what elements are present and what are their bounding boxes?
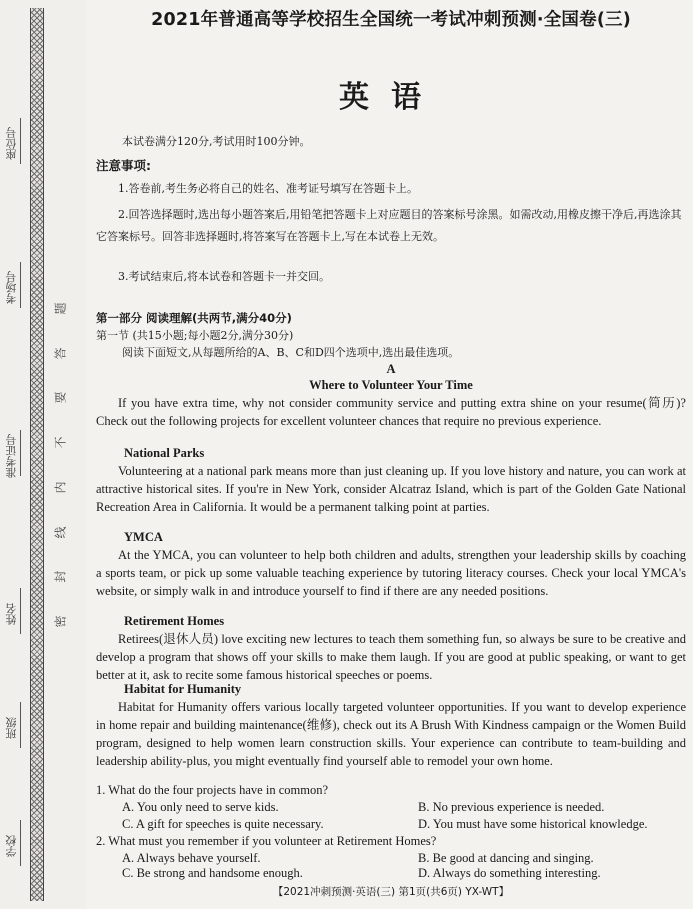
notice-heading: 注意事项: bbox=[96, 158, 151, 173]
passage-intro: If you have extra time, why not consider community service and putting extra shine on your resume(简历)? Check out the following projects for excellent volunteer chances that require no previous experience. bbox=[96, 396, 686, 428]
seal-line-notice bbox=[50, 300, 70, 630]
part-heading: 第一部分 阅读理解(共两节,满分40分) bbox=[96, 311, 292, 325]
section-heading-ymca: YMCA bbox=[124, 530, 163, 544]
section-heading-national-parks: National Parks bbox=[124, 446, 205, 460]
name-label: 姓名 bbox=[4, 588, 26, 640]
reading-instruction: 阅读下面短文,从每题所给的A、B、C和D四个选项中,选出最佳选项。 bbox=[122, 346, 460, 359]
seal-char: 线 bbox=[53, 526, 68, 539]
admission-number-label: 准考证号 bbox=[4, 430, 26, 482]
question-stem: 1. What do the four projects have in common? bbox=[96, 783, 328, 797]
passage-title: Where to Volunteer Your Time bbox=[309, 378, 473, 392]
section-text: At the YMCA, you can volunteer to help both children and adults, strengthen your leadership skills by coaching a sports team, or pick up some valuable teaching experience by tutoring literacy courses. Check your local YMCA's website, or simply walk in and introduce yourself to find if there are any needed positions. bbox=[96, 548, 686, 598]
class-label: 班级 bbox=[4, 702, 26, 754]
answer-option[interactable]: B. No previous experience is needed. bbox=[418, 800, 605, 814]
notice-item: 2.回答选择题时,选出每小题答案后,用铅笔把答题卡上对应题目的答案标号涂黑。如需改动,用橡皮擦干净后,再选涂其它答案标号。回答非选择题时,将答案写在答题卡上,写在本试卷上无效。 bbox=[96, 208, 682, 243]
section-text: Habitat for Humanity offers various locally targeted volunteer opportunities. If you want to develop experience in home repair and building maintenance(维修), check out its A Brush With Kindness campaign or the Women Build program, designed to help women learn construction skills. Your experience can contribute to team-building and leadership ability-plus, you might eventually find yourself able to remodel your own home. bbox=[96, 700, 686, 768]
section-heading-retirement-homes: Retirement Homes bbox=[124, 614, 225, 628]
notice-item: 3.考试结束后,将本试卷和答题卡一并交回。 bbox=[118, 270, 330, 283]
answer-option[interactable]: C. Be strong and handsome enough. bbox=[122, 866, 303, 880]
hatched-binding-strip bbox=[30, 8, 44, 901]
seal-char: 答 bbox=[53, 347, 68, 360]
question-stem: 2. What must you remember if you volunteer at Retirement Homes? bbox=[96, 834, 437, 848]
seal-char: 内 bbox=[53, 481, 68, 494]
answer-option[interactable]: D. Always do something interesting. bbox=[418, 866, 601, 880]
binding-margin bbox=[0, 0, 86, 909]
seat-number-label: 座位号 bbox=[4, 118, 26, 170]
answer-option[interactable]: C. A gift for speeches is quite necessary. bbox=[122, 817, 324, 831]
section-heading-habitat: Habitat for Humanity bbox=[124, 682, 242, 696]
seal-char: 密 bbox=[53, 615, 68, 628]
exam-title: 2021年普通高等学校招生全国统一考试冲刺预测·全国卷(三) bbox=[151, 10, 631, 30]
seal-char: 不 bbox=[53, 436, 68, 449]
school-label: 学校 bbox=[4, 820, 26, 872]
section-heading: 第一节 (共15小题;每小题2分,满分30分) bbox=[96, 329, 294, 342]
answer-option[interactable]: A. You only need to serve kids. bbox=[122, 800, 279, 814]
answer-option[interactable]: B. Be good at dancing and singing. bbox=[418, 851, 594, 865]
score-time-note: 本试卷满分120分,考试用时100分钟。 bbox=[122, 135, 311, 148]
seal-char: 要 bbox=[53, 391, 68, 404]
subject-title: 英语 bbox=[339, 80, 443, 115]
seal-char: 题 bbox=[53, 302, 68, 315]
answer-option[interactable]: A. Always behave yourself. bbox=[122, 851, 261, 865]
page-footer: 【2021冲刺预测·英语(三) 第1页(共6页) YX-WT】 bbox=[272, 886, 510, 898]
answer-option[interactable]: D. You must have some historical knowledge. bbox=[418, 817, 648, 831]
exam-room-label: 考场号 bbox=[4, 262, 26, 314]
section-text: Retirees(退休人员) love exciting new lectures to teach them something fun, so always be sure to be creative and develop a program that shows off your skills to make them laugh. If you are good at public speaking, or want to get better at it, ask to recite some famous historical speeches or poems. bbox=[96, 632, 686, 682]
passage-label: A bbox=[386, 362, 396, 376]
notice-item: 1.答卷前,考生务必将自己的姓名、准考证号填写在答题卡上。 bbox=[118, 182, 418, 195]
section-text: Volunteering at a national park means more than just cleaning up. If you love history and nature, you can work at attractive historical sites. If you're in New York, consider Alcatraz Island, which is part of the Golden Gate National Recreation Area in California. It would be a permanent talking point at parties. bbox=[96, 464, 686, 514]
seal-char: 封 bbox=[53, 570, 68, 583]
